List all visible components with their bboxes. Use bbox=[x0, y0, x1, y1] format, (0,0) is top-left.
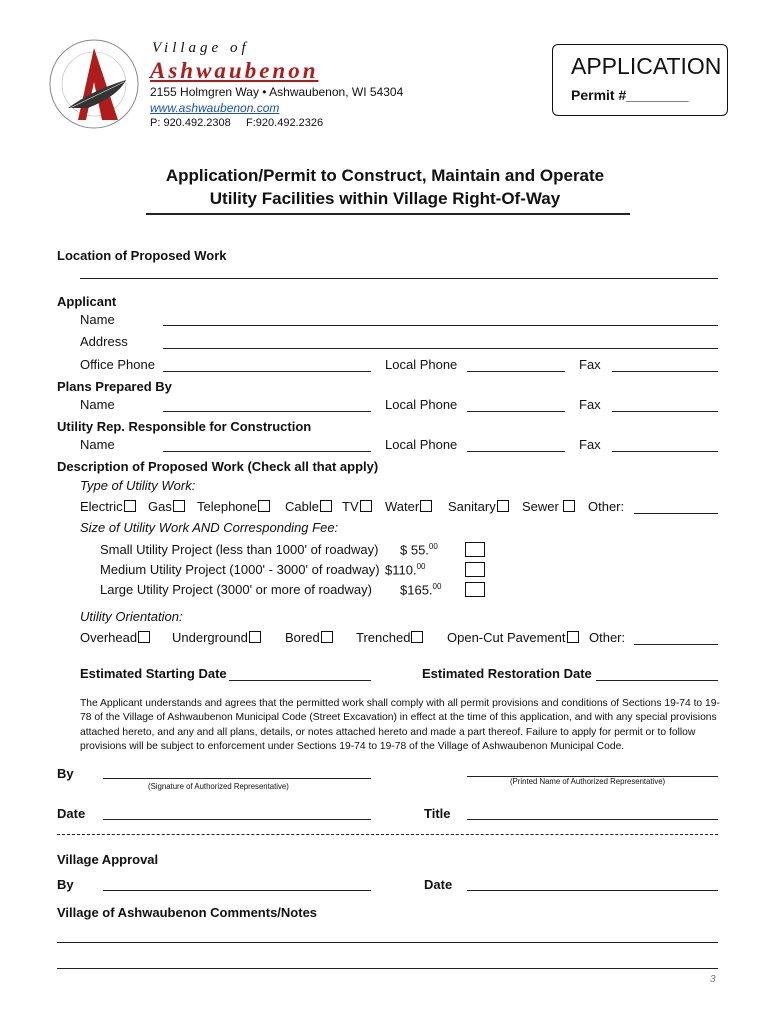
date-label: Date bbox=[57, 806, 86, 821]
size-medium-fee bbox=[385, 562, 425, 577]
utility-rep-name-label: Name bbox=[80, 437, 115, 452]
checkbox-size-small[interactable] bbox=[465, 542, 485, 557]
orientation-open-cut[interactable] bbox=[447, 630, 579, 645]
applicant-local-phone-label: Local Phone bbox=[385, 357, 458, 372]
orientation-label: Utility Orientation: bbox=[80, 609, 183, 624]
plans-name-label: Name bbox=[80, 397, 115, 412]
checkbox-water[interactable] bbox=[420, 500, 432, 512]
checkbox-electric[interactable] bbox=[124, 500, 136, 512]
by-label: By bbox=[57, 766, 74, 781]
checkbox-trenched[interactable] bbox=[411, 631, 423, 643]
size-large-fee-cents: 00 bbox=[432, 582, 442, 591]
approval-by-field[interactable] bbox=[103, 890, 371, 891]
checkbox-bored[interactable] bbox=[321, 631, 333, 643]
comments-label: Village of Ashwaubenon Comments/Notes bbox=[57, 905, 318, 920]
size-small-fee-cents: 00 bbox=[428, 542, 438, 551]
signature-field[interactable] bbox=[103, 778, 371, 779]
form-title-line-1: Application/Permit to Construct, Maintain and Operate bbox=[165, 166, 605, 185]
start-date-field[interactable] bbox=[229, 680, 371, 681]
approval-by-label: By bbox=[57, 877, 74, 892]
utility-rep-local-phone-field[interactable] bbox=[467, 451, 565, 452]
applicant-name-field[interactable] bbox=[163, 325, 718, 326]
type-of-work-label: Type of Utility Work: bbox=[80, 478, 196, 493]
start-date-label: Estimated Starting Date bbox=[80, 666, 227, 681]
type-cable-label: Cable bbox=[285, 499, 319, 514]
type-telephone-label: Telephone bbox=[197, 499, 257, 514]
checkbox-open-cut[interactable] bbox=[567, 631, 579, 643]
utility-rep-fax-label: Fax bbox=[579, 437, 601, 452]
type-telephone[interactable] bbox=[197, 499, 270, 514]
type-electric[interactable] bbox=[80, 499, 136, 514]
checkbox-size-medium[interactable] bbox=[465, 562, 485, 577]
village-phones: P: 920.492.2308 F:920.492.2326 bbox=[150, 117, 324, 129]
applicant-address-field[interactable] bbox=[163, 348, 718, 349]
agreement-text: The Applicant understands and agrees that the permitted work shall comply with all permit provisions and conditions of Sections 19-74 to 19-78 of the Village of Ashwaubenon Municipal Code (Street Excavation) in effect at the time of this application, and with any special provisions attached hereto, and any and all plans, details, or notes attached hereto and made a part thereof. Failure to apply for permit or to follow provisions will be subject to enforcement under Sections 19-74 to 19-78 of the Village of Ashwaubenon Municipal Code. bbox=[80, 698, 720, 752]
orientation-overhead[interactable] bbox=[80, 630, 150, 645]
checkbox-sanitary[interactable] bbox=[497, 500, 509, 512]
application-title: APPLICATION bbox=[571, 53, 722, 79]
size-large-label: Large Utility Project (3000' or more of roadway) bbox=[100, 582, 372, 597]
utility-rep-fax-field[interactable] bbox=[612, 451, 718, 452]
type-sanitary-label: Sanitary bbox=[448, 499, 496, 514]
orientation-underground[interactable] bbox=[172, 630, 261, 645]
orientation-open-cut-label: Open-Cut Pavement bbox=[447, 630, 566, 645]
size-of-work-label: Size of Utility Work AND Corresponding Fee: bbox=[80, 520, 339, 535]
applicant-address-label: Address bbox=[80, 334, 128, 349]
orientation-other-label: Other: bbox=[589, 630, 626, 645]
printed-name-caption: (Printed Name of Authorized Representative) bbox=[510, 777, 666, 786]
orientation-trenched[interactable] bbox=[356, 630, 423, 645]
orientation-bored[interactable] bbox=[285, 630, 333, 645]
orientation-underground-label: Underground bbox=[172, 630, 248, 645]
checkbox-cable[interactable] bbox=[320, 500, 332, 512]
plans-heading: Plans Prepared By bbox=[57, 379, 172, 394]
checkbox-size-large[interactable] bbox=[465, 582, 485, 597]
type-water[interactable] bbox=[385, 499, 432, 514]
applicant-office-phone-field[interactable] bbox=[163, 371, 371, 372]
checkbox-underground[interactable] bbox=[249, 631, 261, 643]
checkbox-overhead[interactable] bbox=[138, 631, 150, 643]
type-water-label: Water bbox=[385, 499, 420, 514]
orientation-overhead-label: Overhead bbox=[80, 630, 138, 645]
size-small-fee-dollars: $ 55. bbox=[400, 542, 429, 558]
plans-fax-field[interactable] bbox=[612, 411, 718, 412]
date-field[interactable] bbox=[103, 819, 371, 820]
restoration-date-label: Estimated Restoration Date bbox=[422, 666, 592, 681]
plans-fax-label: Fax bbox=[579, 397, 601, 412]
village-seal-logo bbox=[48, 38, 140, 130]
size-medium-label: Medium Utility Project (1000' - 3000' of roadway) bbox=[100, 562, 380, 577]
plans-name-field[interactable] bbox=[163, 411, 371, 412]
approval-date-label: Date bbox=[424, 877, 453, 892]
applicant-local-phone-field[interactable] bbox=[467, 371, 565, 372]
checkbox-tv[interactable] bbox=[360, 500, 372, 512]
checkbox-gas[interactable] bbox=[173, 500, 185, 512]
orientation-other-field[interactable] bbox=[634, 644, 718, 645]
size-large-fee bbox=[400, 582, 441, 597]
title-field[interactable] bbox=[467, 819, 718, 820]
size-medium-fee-dollars: $110. bbox=[385, 562, 417, 578]
location-field[interactable] bbox=[80, 278, 718, 279]
type-other-field[interactable] bbox=[634, 513, 718, 514]
permit-number-label: Permit #________ bbox=[571, 87, 689, 103]
approval-heading: Village Approval bbox=[57, 852, 159, 867]
size-large-fee-dollars: $165. bbox=[400, 582, 433, 598]
comments-line-1[interactable] bbox=[57, 942, 718, 943]
applicant-fax-label: Fax bbox=[579, 357, 601, 372]
page-number: 3 bbox=[710, 974, 716, 985]
type-other-label: Other: bbox=[588, 499, 625, 514]
village-name: Ashwaubenon bbox=[150, 58, 319, 83]
utility-rep-name-field[interactable] bbox=[163, 451, 371, 452]
utility-rep-local-phone-label: Local Phone bbox=[385, 437, 458, 452]
description-heading: Description of Proposed Work (Check all that apply) bbox=[57, 459, 379, 474]
signature-caption: (Signature of Authorized Representative) bbox=[148, 782, 289, 791]
size-small-label: Small Utility Project (less than 1000' of roadway) bbox=[100, 542, 379, 557]
applicant-heading: Applicant bbox=[57, 294, 117, 309]
applicant-fax-field[interactable] bbox=[612, 371, 718, 372]
checkbox-telephone[interactable] bbox=[258, 500, 270, 512]
plans-local-phone-field[interactable] bbox=[467, 411, 565, 412]
restoration-date-field[interactable] bbox=[596, 680, 718, 681]
type-cable[interactable] bbox=[285, 499, 332, 514]
type-tv[interactable] bbox=[342, 499, 372, 514]
type-electric-label: Electric bbox=[80, 499, 123, 514]
title-underline bbox=[146, 213, 630, 215]
orientation-bored-label: Bored bbox=[285, 630, 320, 645]
form-title-line-2: Utility Facilities within Village Right-Of-Way bbox=[209, 189, 561, 208]
applicant-office-phone-label: Office Phone bbox=[80, 357, 155, 372]
application-box bbox=[552, 44, 728, 116]
applicant-name-label: Name bbox=[80, 312, 115, 327]
title-label: Title bbox=[424, 806, 451, 821]
type-sewer[interactable] bbox=[522, 499, 575, 514]
orientation-trenched-label: Trenched bbox=[356, 630, 411, 645]
type-tv-label: TV bbox=[342, 499, 359, 514]
village-website-link[interactable]: www.ashwaubenon.com bbox=[150, 101, 280, 115]
type-gas[interactable] bbox=[148, 499, 185, 514]
approval-date-field[interactable] bbox=[467, 890, 718, 891]
size-small-fee bbox=[400, 542, 438, 557]
location-label: Location of Proposed Work bbox=[57, 248, 227, 263]
type-gas-label: Gas bbox=[148, 499, 172, 514]
type-sanitary[interactable] bbox=[448, 499, 509, 514]
village-address: 2155 Holmgren Way • Ashwaubenon, WI 54304 bbox=[150, 85, 404, 99]
plans-local-phone-label: Local Phone bbox=[385, 397, 458, 412]
type-sewer-label: Sewer bbox=[522, 499, 559, 514]
checkbox-sewer[interactable] bbox=[563, 500, 575, 512]
size-medium-fee-cents: 00 bbox=[416, 562, 426, 571]
comments-line-2[interactable] bbox=[57, 968, 718, 969]
utility-rep-heading: Utility Rep. Responsible for Construction bbox=[57, 419, 312, 434]
village-of-label: Village of bbox=[152, 40, 250, 56]
section-divider bbox=[57, 834, 718, 835]
